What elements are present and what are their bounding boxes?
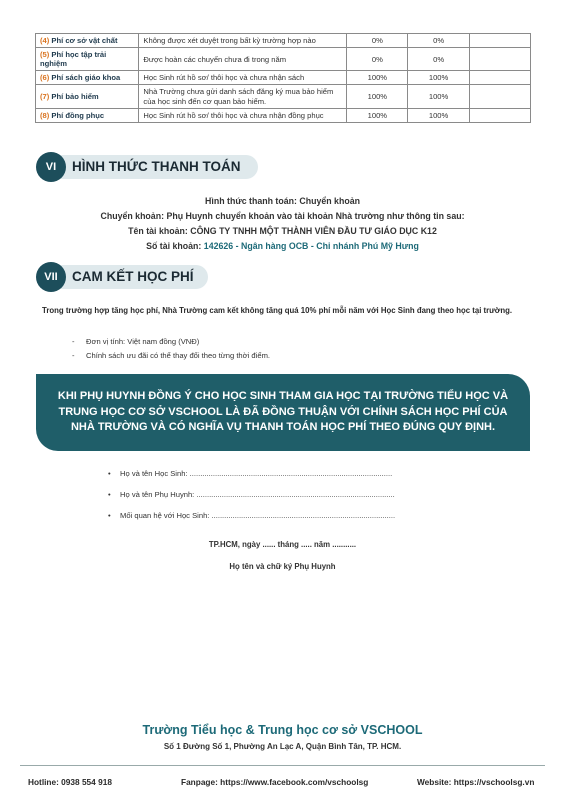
field-label: Họ và tên Học Sinh: ................................................................................................ bbox=[120, 469, 393, 478]
bullet-dash: - bbox=[72, 351, 75, 360]
table-row bbox=[36, 34, 531, 48]
fee-name-cell bbox=[36, 71, 139, 85]
list-item bbox=[72, 337, 199, 346]
empty-cell bbox=[469, 85, 530, 108]
empty-cell bbox=[469, 71, 530, 85]
refund-rate-1: 0% bbox=[347, 48, 408, 71]
list-item-text: Chính sách ưu đãi có thể thay đổi theo từng thời điểm. bbox=[86, 351, 271, 360]
refund-rate-1: 100% bbox=[347, 71, 408, 85]
section-title: CAM KẾT HỌC PHÍ bbox=[72, 269, 194, 284]
footer-fanpage[interactable]: Fanpage: https://www.facebook.com/vschoolsg bbox=[181, 777, 369, 787]
bullet-dash: - bbox=[72, 337, 75, 346]
refund-rate-2: 0% bbox=[408, 34, 469, 48]
table-row bbox=[36, 85, 531, 108]
fee-condition: Học Sinh rút hồ sơ/ thôi học và chưa nhận sách bbox=[139, 71, 347, 85]
account-number-label: Số tài khoản: bbox=[146, 241, 202, 251]
fee-name-cell bbox=[36, 85, 139, 108]
footer-website[interactable]: Website: https://vschoolsg.vn bbox=[417, 777, 535, 787]
bullet-dot: • bbox=[108, 469, 111, 478]
fee-name: Phí sách giáo khoa bbox=[51, 73, 121, 83]
agreement-text: KHI PHỤ HUYNH ĐỒNG Ý CHO HỌC SINH THAM GIA HỌC TẠI TRƯỜNG TIỂU HỌC VÀ TRUNG HỌC CƠ SỞ VSCHOOL LÀ ĐÃ ĐỒNG THUẬN VỚI CHÍNH SÁCH HỌC PHÍ CỦA NHÀ TRƯỜNG VÀ CÓ NGHĨA VỤ THANH TOÁN HỌC PHÍ THEO ĐÚNG QUY ĐỊNH. bbox=[57, 389, 509, 434]
list-item bbox=[72, 351, 270, 360]
student-name-field[interactable] bbox=[108, 469, 392, 478]
account-name: Tên tài khoản: CÔNG TY TNHH MỘT THÀNH VIÊN ĐẦU TƯ GIÁO DỤC K12 bbox=[128, 226, 437, 236]
fee-number: (7) bbox=[40, 91, 50, 101]
table-row bbox=[36, 108, 531, 122]
fee-condition: Nhà Trường chưa gửi danh sách đăng ký mua bảo hiểm của học sinh đến cơ quan bảo hiểm. bbox=[139, 85, 347, 108]
fee-number: (4) bbox=[40, 36, 50, 45]
table-row bbox=[36, 48, 531, 71]
refund-rate-2: 0% bbox=[408, 48, 469, 71]
refund-rate-1: 100% bbox=[347, 85, 408, 108]
payment-method: Hình thức thanh toán: Chuyển khoản bbox=[205, 196, 360, 206]
fee-name-cell bbox=[36, 34, 139, 48]
footer-divider bbox=[20, 765, 545, 766]
fee-name: Phí đồng phục bbox=[51, 110, 105, 120]
transfer-note: Chuyển khoản: Phụ Huynh chuyển khoản vào tài khoản Nhà trường như thông tin sau: bbox=[100, 211, 465, 221]
agreement-banner bbox=[36, 374, 530, 451]
fee-name: Phí học tập trải nghiệm bbox=[40, 50, 107, 69]
account-number-value: 142626 - Ngân hàng OCB - Chi nhánh Phú Mỹ Hưng bbox=[203, 241, 419, 251]
fee-number: (8) bbox=[40, 110, 50, 120]
fee-name-cell bbox=[36, 48, 139, 71]
bullet-dot: • bbox=[108, 511, 111, 520]
fee-condition: Không được xét duyệt trong bất kỳ trường hợp nào bbox=[139, 34, 347, 48]
field-label: Mối quan hệ với Học Sinh: ....................................................................................... bbox=[120, 511, 396, 520]
refund-rate-1: 100% bbox=[347, 108, 408, 122]
list-item-text: Đơn vị tính: Việt nam đồng (VNĐ) bbox=[86, 337, 200, 346]
school-name: Trường Tiểu học & Trung học cơ sở VSCHOOL bbox=[142, 723, 423, 737]
fee-condition: Được hoàn các chuyến chưa đi trong năm bbox=[139, 48, 347, 71]
section-vi-header bbox=[36, 152, 258, 182]
refund-rate-2: 100% bbox=[408, 108, 469, 122]
fee-number: (5) bbox=[40, 50, 50, 60]
fee-name: Phí bảo hiểm bbox=[51, 91, 99, 101]
footer-hotline: Hotline: 0938 554 918 bbox=[28, 777, 112, 787]
section-title: HÌNH THỨC THANH TOÁN bbox=[72, 159, 241, 174]
fee-refund-table bbox=[35, 33, 531, 123]
refund-rate-2: 100% bbox=[408, 71, 469, 85]
relationship-field[interactable] bbox=[108, 511, 395, 520]
section-vii-header bbox=[36, 262, 208, 292]
table-row bbox=[36, 71, 531, 85]
bullet-dot: • bbox=[108, 490, 111, 499]
fee-name: Phí cơ sở vật chất bbox=[51, 36, 118, 45]
signature-label: Họ tên và chữ ký Phụ Huynh bbox=[229, 562, 336, 571]
fee-condition: Học Sinh rút hồ sơ/ thôi học và chưa nhận đồng phục bbox=[139, 108, 347, 122]
parent-name-field[interactable] bbox=[108, 490, 395, 499]
section-number-badge: VI bbox=[36, 152, 66, 182]
empty-cell bbox=[469, 48, 530, 71]
fee-number: (6) bbox=[40, 73, 50, 83]
empty-cell bbox=[469, 108, 530, 122]
field-label: Họ và tên Phụ Huynh: .............................................................................................. bbox=[120, 490, 395, 499]
school-address: Số 1 Đường Số 1, Phường An Lạc A, Quận Bình Tân, TP. HCM. bbox=[163, 742, 402, 751]
refund-rate-2: 100% bbox=[408, 85, 469, 108]
refund-rate-1: 0% bbox=[347, 34, 408, 48]
fee-name-cell bbox=[36, 108, 139, 122]
account-number-line bbox=[0, 241, 565, 251]
commitment-text: Trong trường hợp tăng học phí, Nhà Trường cam kết không tăng quá 10% phí mỗi năm với Học Sinh đang theo học tại trường. bbox=[42, 306, 513, 315]
section-number-badge: VII bbox=[36, 262, 66, 292]
empty-cell bbox=[469, 34, 530, 48]
date-line: TP.HCM, ngày ...... tháng ..... năm ........... bbox=[208, 540, 357, 549]
